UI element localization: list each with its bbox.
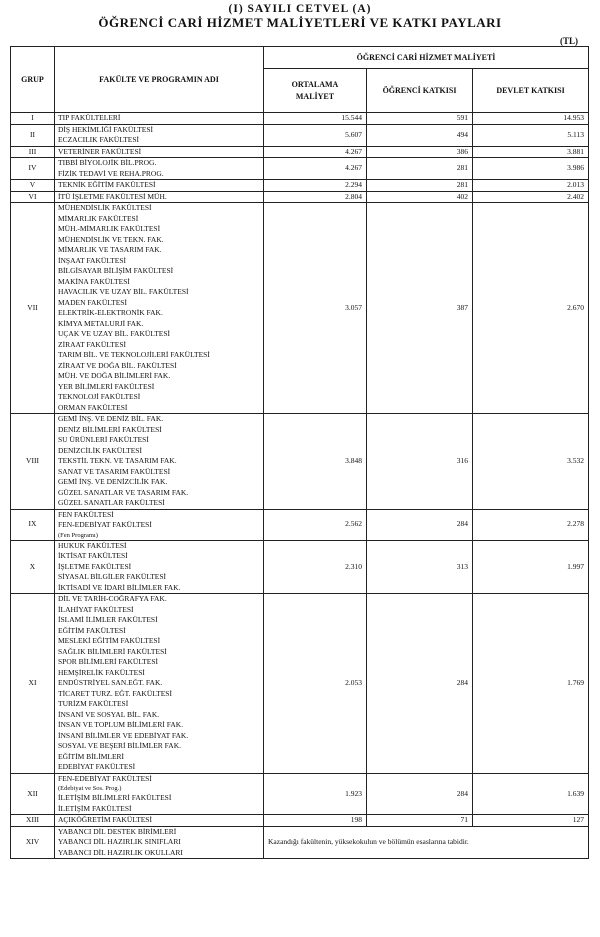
faculty-cell xyxy=(55,773,264,815)
faculty-name: YABANCI DİL HAZIRLIK OKULLARI xyxy=(58,847,183,857)
faculty-cell xyxy=(55,540,264,594)
devlet-cell: 2.670 xyxy=(473,203,589,414)
faculty-name: HAVACILIK VE UZAY BİL. FAKÜLTESİ xyxy=(58,287,189,296)
faculty-name: EĞİTİM FAKÜLTESİ xyxy=(58,625,126,635)
faculty-cell xyxy=(55,203,264,414)
ogrenci-cell: 313 xyxy=(367,540,473,594)
table-row xyxy=(11,815,589,827)
faculty-name: DENİZCİLİK FAKÜLTESİ xyxy=(58,445,142,455)
ortalama-cell: 2.804 xyxy=(264,191,367,203)
faculty-cell xyxy=(55,180,264,192)
grup-cell: XIII xyxy=(11,815,55,827)
faculty-name: MÜHENDİSLİK FAKÜLTESİ xyxy=(58,203,152,212)
faculty-name: İKTİSADİ VE İDARİ BİLİMLER FAK. xyxy=(58,582,181,592)
faculty-name: TEKNOLOJİ FAKÜLTESİ xyxy=(58,392,141,401)
faculty-name: MÜH.-MİMARLIK FAKÜLTESİ xyxy=(58,224,161,233)
col-ortalama-line2: MALİYET xyxy=(295,91,335,101)
ogrenci-cell: 387 xyxy=(367,203,473,414)
faculty-name: KİMYA METALURJİ FAK. xyxy=(58,318,144,328)
devlet-cell: 14.953 xyxy=(473,113,589,125)
table-row xyxy=(11,180,589,192)
faculty-name: TEKSTİL TEKN. VE TASARIM FAK. xyxy=(58,456,177,465)
faculty-name: SOSYAL VE BEŞERİ BİLİMLER FAK. xyxy=(58,741,181,751)
faculty-name: MÜHENDİSLİK VE TEKN. FAK. xyxy=(58,234,164,244)
faculty-name: HEMŞİRELİK FAKÜLTESİ xyxy=(58,667,145,677)
note-cell: Kazandığı fakültenin, yüksekokulun ve bölümün esaslarına tabidir. xyxy=(264,826,589,859)
ortalama-cell: 2.562 xyxy=(264,509,367,540)
faculty-name: SPOR BİLİMLERİ FAKÜLTESİ xyxy=(58,657,159,667)
ortalama-cell: 2.294 xyxy=(264,180,367,192)
faculty-name: ELEKTRİK-ELEKTRONİK FAK. xyxy=(58,308,163,317)
table-row xyxy=(11,146,589,158)
grup-cell: VIII xyxy=(11,414,55,510)
col-group-header: ÖĞRENCİ CARİ HİZMET MALİYETİ xyxy=(264,47,589,69)
faculty-name: DİL VE TARİH-COĞRAFYA FAK. xyxy=(58,594,167,604)
col-devlet-header: DEVLET KATKISI xyxy=(473,69,589,113)
faculty-name: DİŞ HEKİMLİĞİ FAKÜLTESİ xyxy=(58,124,153,134)
ortalama-cell: 5.607 xyxy=(264,124,367,146)
devlet-cell: 3.532 xyxy=(473,414,589,510)
faculty-name: İNSANİ VE SOSYAL BİL. FAK. xyxy=(58,709,160,719)
faculty-cell xyxy=(55,124,264,146)
faculty-name: EDEBİYAT FAKÜLTESİ xyxy=(58,762,136,772)
table-row xyxy=(11,509,589,540)
faculty-name: YABANCI DİL DESTEK BİRİMLERİ xyxy=(58,826,177,836)
faculty-name: YABANCI DİL HAZIRLIK SINIFLARI xyxy=(58,837,181,847)
faculty-name: TIBBİ BİYOLOJİK BİL.PROG. xyxy=(58,158,157,167)
ogrenci-cell: 402 xyxy=(367,191,473,203)
grup-cell: V xyxy=(11,180,55,192)
devlet-cell: 3.986 xyxy=(473,158,589,180)
faculty-name: İLAHİYAT FAKÜLTESİ xyxy=(58,604,134,614)
faculty-name: ZİRAAT FAKÜLTESİ xyxy=(58,339,126,349)
faculty-name: SANAT VE TASARIM FAKÜLTESİ xyxy=(58,466,171,476)
faculty-name: İNSANİ BİLİMLER VE EDEBİYAT FAK. xyxy=(58,730,189,740)
grup-cell: IX xyxy=(11,509,55,540)
faculty-name: MESLEKİ EĞİTİM FAKÜLTESİ xyxy=(58,636,161,646)
ogrenci-cell: 284 xyxy=(367,594,473,774)
ortalama-cell: 3.848 xyxy=(264,414,367,510)
faculty-cell xyxy=(55,414,264,510)
ortalama-cell: 2.053 xyxy=(264,594,367,774)
faculty-cell xyxy=(55,594,264,774)
devlet-cell: 1.769 xyxy=(473,594,589,774)
faculty-cell xyxy=(55,815,264,827)
ogrenci-cell: 281 xyxy=(367,158,473,180)
ogrenci-cell: 71 xyxy=(367,815,473,827)
grup-cell: IV xyxy=(11,158,55,180)
ogrenci-cell: 284 xyxy=(367,773,473,815)
faculty-name: TURİZM FAKÜLTESİ xyxy=(58,699,129,709)
grup-cell: III xyxy=(11,146,55,158)
faculty-name: HUKUK FAKÜLTESİ xyxy=(58,540,127,550)
col-ortalama-line1: ORTALAMA xyxy=(291,80,339,90)
ortalama-cell: 4.267 xyxy=(264,158,367,180)
table-row xyxy=(11,124,589,146)
faculty-name: AÇIKÖĞRETİM FAKÜLTESİ xyxy=(58,815,152,825)
faculty-name: MAKİNA FAKÜLTESİ xyxy=(58,276,130,286)
col-fakulte-header: FAKÜLTE VE PROGRAMIN ADI xyxy=(55,47,264,113)
faculty-name: İNŞAAT FAKÜLTESİ xyxy=(58,255,126,265)
faculty-cell xyxy=(55,509,264,540)
col-ogrenci-header: ÖĞRENCİ KATKISI xyxy=(367,69,473,113)
ogrenci-cell: 281 xyxy=(367,180,473,192)
faculty-name: İSLAMİ İLİMLER FAKÜLTESİ xyxy=(58,615,158,625)
grup-cell: X xyxy=(11,540,55,594)
faculty-name: MÜH. VE DOĞA BİLİMLERİ FAK. xyxy=(58,371,171,380)
faculty-name: FİZİK TEDAVİ VE REHA.PROG. xyxy=(58,168,164,178)
faculty-name: İŞLETME FAKÜLTESİ xyxy=(58,561,132,571)
ortalama-cell: 198 xyxy=(264,815,367,827)
faculty-name: GÜZEL SANATLAR FAKÜLTESİ xyxy=(58,498,165,507)
faculty-name: DENİZ BİLİMLERİ FAKÜLTESİ xyxy=(58,424,162,434)
faculty-name: TİCARET TURZ. EĞT. FAKÜLTESİ xyxy=(58,688,172,698)
devlet-cell: 127 xyxy=(473,815,589,827)
ortalama-cell: 1.923 xyxy=(264,773,367,815)
document-title: ÖĞRENCİ CARİ HİZMET MALİYETLERİ VE KATKI PAYLARI xyxy=(98,15,502,30)
faculty-name: SAĞLIK BİLİMLERİ FAKÜLTESİ xyxy=(58,646,167,656)
ortalama-cell: 4.267 xyxy=(264,146,367,158)
devlet-cell: 1.639 xyxy=(473,773,589,815)
faculty-name: FEN FAKÜLTESİ xyxy=(58,509,114,519)
faculty-name: İNSAN VE TOPLUM BİLİMLERİ FAK. xyxy=(58,720,184,730)
table-row xyxy=(11,773,589,815)
faculty-name: ORMAN FAKÜLTESİ xyxy=(58,402,128,412)
ogrenci-cell: 386 xyxy=(367,146,473,158)
grup-cell: XIV xyxy=(11,826,55,859)
table-row xyxy=(11,594,589,774)
grup-cell: XI xyxy=(11,594,55,774)
devlet-cell: 3.881 xyxy=(473,146,589,158)
faculty-cell xyxy=(55,191,264,203)
ortalama-cell: 3.057 xyxy=(264,203,367,414)
ogrenci-cell: 316 xyxy=(367,414,473,510)
grup-cell: I xyxy=(11,113,55,125)
faculty-name: SU ÜRÜNLERİ FAKÜLTESİ xyxy=(58,435,149,444)
faculty-name: GÜZEL SANATLAR VE TASARIM FAK. xyxy=(58,487,189,497)
table-row xyxy=(11,191,589,203)
ortalama-cell: 15.544 xyxy=(264,113,367,125)
table-row xyxy=(11,113,589,125)
faculty-name: ENDÜSTRİYEL SAN.EĞT. FAK. xyxy=(58,678,163,688)
faculty-name: GEMİ İNŞ. VE DENİZCİLİK FAK. xyxy=(58,477,168,486)
faculty-name: FEN-EDEBİYAT FAKÜLTESİ xyxy=(58,773,152,783)
table-number: (I) SAYILI CETVEL (A) xyxy=(228,3,372,15)
table-row xyxy=(11,826,589,859)
grup-cell: VII xyxy=(11,203,55,414)
ogrenci-cell: 494 xyxy=(367,124,473,146)
faculty-name: VETERİNER FAKÜLTESİ xyxy=(58,146,142,156)
faculty-name: SİYASAL BİLGİLER FAKÜLTESİ xyxy=(58,572,167,582)
faculty-name: UÇAK VE UZAY BİL. FAKÜLTESİ xyxy=(58,329,171,338)
grup-cell: VI xyxy=(11,191,55,203)
grup-cell: XII xyxy=(11,773,55,815)
faculty-name: (Fen Programı) xyxy=(58,531,98,539)
faculty-name: MADEN FAKÜLTESİ xyxy=(58,297,127,307)
faculty-name: EĞİTİM BİLİMLERİ xyxy=(58,751,125,761)
col-grup-header: GRUP xyxy=(11,47,55,113)
faculty-cell xyxy=(55,113,264,125)
faculty-name: BİLGİSAYAR BİLİŞİM FAKÜLTESİ xyxy=(58,266,174,275)
devlet-cell: 2.278 xyxy=(473,509,589,540)
faculty-name: İLETİŞİM BİLİMLERİ FAKÜLTESİ xyxy=(58,793,172,803)
faculty-name: YER BİLİMLERİ FAKÜLTESİ xyxy=(58,381,155,391)
devlet-cell: 1.997 xyxy=(473,540,589,594)
faculty-name: FEN-EDEBİYAT FAKÜLTESİ xyxy=(58,520,152,529)
ortalama-cell: 2.310 xyxy=(264,540,367,594)
table-row xyxy=(11,158,589,180)
devlet-cell: 5.113 xyxy=(473,124,589,146)
faculty-name: İLETİŞİM FAKÜLTESİ xyxy=(58,803,132,813)
faculty-cell xyxy=(55,826,264,859)
faculty-cell xyxy=(55,158,264,180)
table-row xyxy=(11,414,589,510)
faculty-name: MİMARLIK FAKÜLTESİ xyxy=(58,213,139,223)
faculty-name: (Edebiyat ve Sos. Prog.) xyxy=(58,785,122,793)
faculty-name: TARIM BİL. VE TEKNOLOJİLERİ FAKÜLTESİ xyxy=(58,350,210,359)
ogrenci-cell: 284 xyxy=(367,509,473,540)
devlet-cell: 2.013 xyxy=(473,180,589,192)
cost-table xyxy=(10,46,589,859)
grup-cell: II xyxy=(11,124,55,146)
faculty-name: ZİRAAT VE DOĞA BİL. FAKÜLTESİ xyxy=(58,360,177,370)
ogrenci-cell: 591 xyxy=(367,113,473,125)
table-row xyxy=(11,203,589,414)
faculty-name: GEMİ İNŞ. VE DENİZ BİL. FAK. xyxy=(58,414,164,423)
faculty-name: TIP FAKÜLTELERİ xyxy=(58,113,121,122)
faculty-name: MİMARLIK VE TASARIM FAK. xyxy=(58,245,162,254)
faculty-name: TEKNİK EĞİTİM FAKÜLTESİ xyxy=(58,180,156,189)
table-row xyxy=(11,540,589,594)
faculty-name: ECZACILIK FAKÜLTESİ xyxy=(58,135,140,144)
faculty-name: İTÜ İŞLETME FAKÜLTESİ MÜH. xyxy=(58,191,167,201)
faculty-name: İKTİSAT FAKÜLTESİ xyxy=(58,551,128,561)
faculty-cell xyxy=(55,146,264,158)
devlet-cell: 2.402 xyxy=(473,191,589,203)
col-ortalama-header xyxy=(264,69,367,113)
currency-unit: (TL) xyxy=(560,36,578,46)
